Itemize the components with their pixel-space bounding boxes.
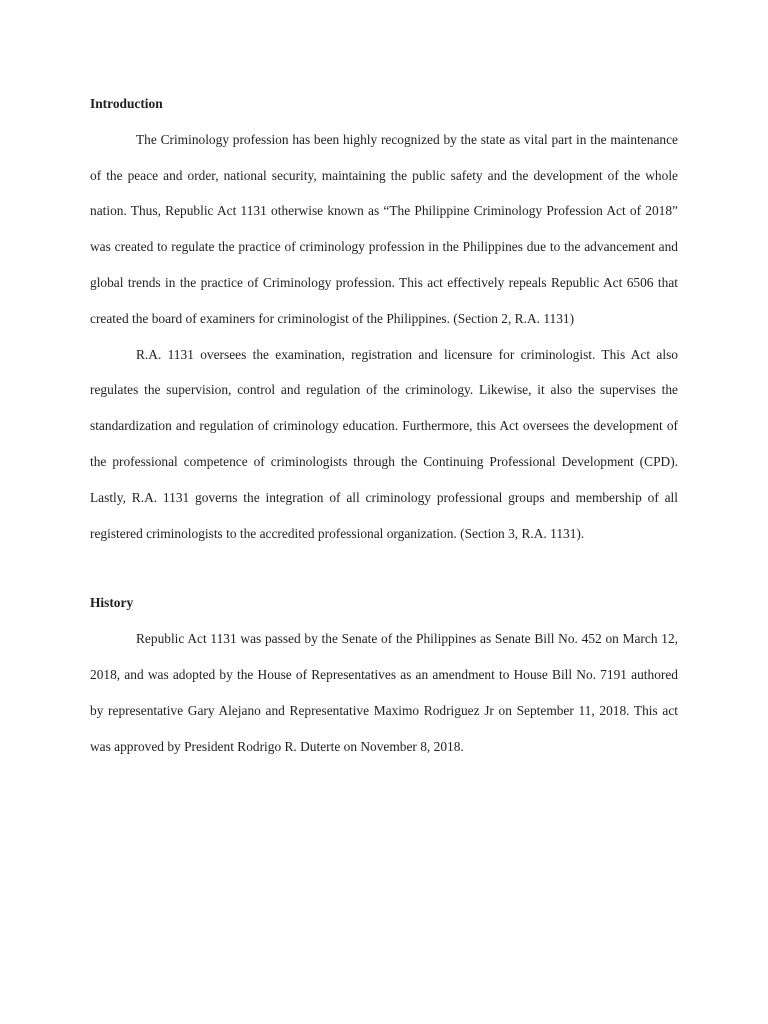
section-heading-history: History: [90, 595, 134, 611]
section-introduction: [90, 86, 678, 551]
section-heading-introduction: Introduction: [90, 96, 163, 111]
document-body: [90, 86, 678, 764]
introduction-paragraph-2: R.A. 1131 oversees the examination, registration and licensure for criminologist. This Act also regulates the supervision, control and regulation of the criminology. Likewise, it also the supervises the standardization and regulation of criminology education. Furthermore, this Act oversees the development of the professional competence of criminologists through the Continuing Professional Development (CPD). Lastly, R.A. 1131 governs the integration of all criminology professional groups and membership of all registered criminologists to the accredited professional organization. (Section 3, R.A. 1131).: [90, 346, 678, 541]
history-paragraph-1: Republic Act 1131 was passed by the Senate of the Philippines as Senate Bill No. 452 on March 12, 2018, and was adopted by the House of Representatives as an amendment to House Bill No. 7191 authored by representative Gary Alejano and Representative Maximo Rodriguez Jr on September 11, 2018. This act was approved by President Rodrigo R. Duterte on November 8, 2018.: [90, 631, 678, 754]
section-spacer: [90, 551, 678, 585]
introduction-paragraph-1: The Criminology profession has been highly recognized by the state as vital part in the maintenance of the peace and order, national security, maintaining the public safety and the development of the whole nation. Thus, Republic Act 1131 otherwise known as “The Philippine Criminology Profession Act of 2018” was created to regulate the practice of criminology profession in the Philippines due to the advancement and global trends in the practice of Criminology profession. This act effectively repeals Republic Act 6506 that created the board of examiners for criminologist of the Philippines. (Section 2, R.A. 1131): [90, 131, 678, 326]
section-history: [90, 585, 678, 764]
